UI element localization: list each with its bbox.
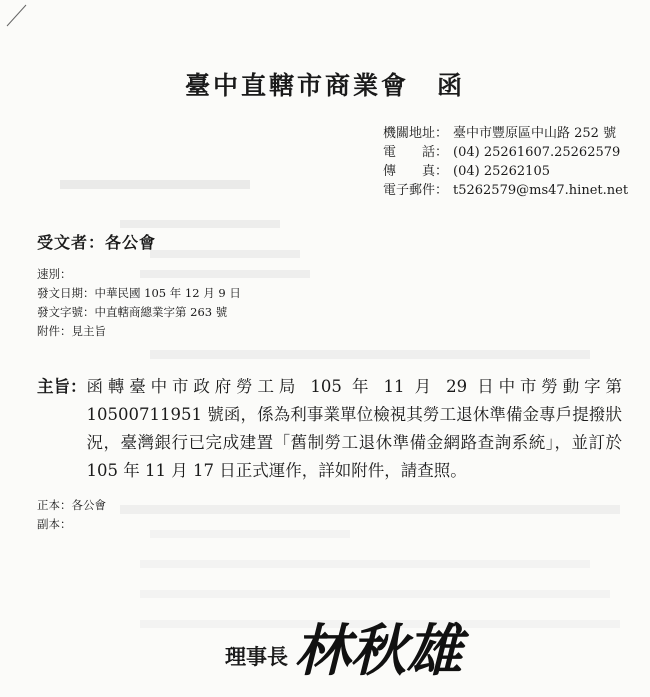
- meta-label: 速別：: [37, 267, 72, 281]
- signature-role: 理事長: [225, 644, 288, 669]
- contact-email: [383, 181, 628, 200]
- copies-block: [37, 496, 106, 534]
- meta-label: 發文日期：: [37, 286, 95, 300]
- copy-label: 副本：: [37, 517, 72, 531]
- copy-label: 正本：: [37, 498, 72, 512]
- contact-label: 電 話：: [383, 145, 449, 160]
- meta-speed: [37, 265, 241, 284]
- contact-address: [383, 124, 628, 143]
- document-title: 臺中直轄市商業會 函: [184, 71, 465, 100]
- subject-text: 函轉臺中市政府勞工局 105 年 11 月 29 日中市勞動字第 10500711951 號函，係為利事業單位檢視其勞工退休準備金專戶提撥狀況，臺灣銀行已完成建置「舊制勞工退休準備金網路查詢系統」，並訂於 105 年 11 月 17 日正式運作，詳如附件，請查照。: [86, 377, 622, 480]
- contact-label: 電子郵件：: [383, 183, 449, 198]
- contact-label: 傳 真：: [383, 164, 449, 179]
- meta-value: 中華民國 105 年 12 月 9 日: [94, 286, 241, 300]
- copy-value: 各公會: [71, 498, 106, 512]
- meta-block: [37, 265, 241, 341]
- contact-value: (04) 25261607.25262579: [453, 145, 621, 160]
- recipient-label: 受文者：: [37, 233, 106, 252]
- meta-number: [37, 303, 241, 322]
- signature-name-text: 林秋雄: [294, 618, 462, 684]
- meta-value: 見主旨: [71, 324, 106, 338]
- copy-secondary: [37, 515, 106, 534]
- meta-attachment: [37, 322, 241, 341]
- recipient-value: 各公會: [105, 233, 157, 252]
- subject-label: 主旨：: [37, 377, 87, 396]
- contact-phone: [383, 143, 628, 162]
- meta-value: 中直轄商總業字第 263 號: [94, 305, 228, 319]
- contact-block: [383, 124, 628, 200]
- contact-value: 臺中市豐原區中山路 252 號: [453, 126, 617, 141]
- copy-primary: [37, 496, 106, 515]
- meta-label: 附件：: [37, 324, 72, 338]
- meta-date: [37, 284, 241, 303]
- contact-fax: [383, 162, 628, 181]
- scan-mark-line: [4, 2, 32, 30]
- signature-name-image: [294, 612, 494, 684]
- contact-value: t5262579@ms47.hinet.net: [453, 183, 629, 198]
- meta-label: 發文字號：: [37, 305, 95, 319]
- recipient-line: [37, 230, 156, 253]
- contact-value: (04) 25262105: [453, 164, 550, 179]
- contact-label: 機關地址：: [383, 126, 449, 141]
- signature-block: [225, 612, 494, 684]
- subject-block: [37, 373, 622, 485]
